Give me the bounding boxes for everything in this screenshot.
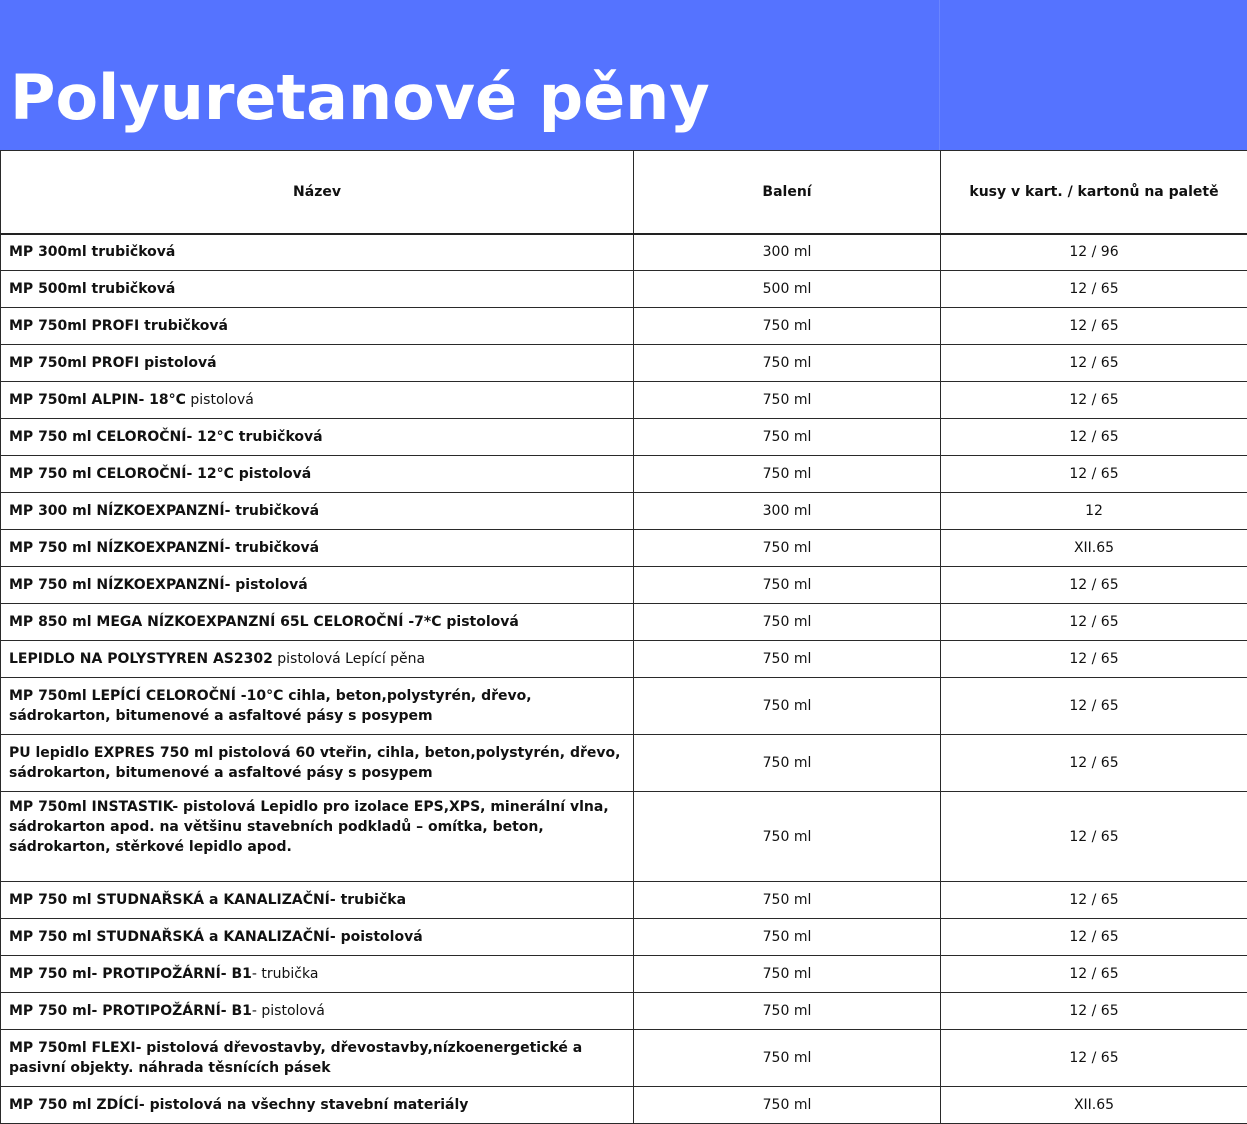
product-name-bold: MP 750ml FLEXI- pistolová dřevostavby, dřevostavby,nízkoenergetické a pasivní objekty. náhrada těsnících pásek bbox=[9, 1040, 582, 1076]
product-name-cell bbox=[1, 1087, 634, 1124]
product-name-cell bbox=[1, 530, 634, 567]
table-row bbox=[1, 792, 1247, 882]
product-name-bold: MP 300ml trubičková bbox=[9, 244, 175, 260]
product-name-bold: MP 750ml INSTASTIK- pistolová Lepidlo pro izolace EPS,XPS, minerální vlna, sádrokarton apod. na většinu stavebních podkladů – omítka, beton, sádrokarton, stěrkové lepidlo apod. bbox=[9, 799, 609, 855]
table-body bbox=[1, 234, 1247, 1124]
quantity-cell: 12 / 65 bbox=[941, 419, 1247, 456]
product-name-bold: MP 750 ml- PROTIPOŽÁRNÍ- B1 bbox=[9, 966, 252, 982]
product-name-bold: MP 750 ml NÍZKOEXPANZNÍ- trubičková bbox=[9, 540, 319, 556]
quantity-cell: 12 / 65 bbox=[941, 882, 1247, 919]
product-name-cell bbox=[1, 678, 634, 735]
table-row bbox=[1, 345, 1247, 382]
table-row bbox=[1, 882, 1247, 919]
product-name-bold: MP 750 ml- PROTIPOŽÁRNÍ- B1 bbox=[9, 1003, 252, 1019]
quantity-cell: 12 / 65 bbox=[941, 792, 1247, 882]
product-name-bold: LEPIDLO NA POLYSTYREN AS2302 bbox=[9, 651, 273, 667]
quantity-cell: 12 / 65 bbox=[941, 641, 1247, 678]
package-cell: 300 ml bbox=[634, 493, 941, 530]
package-cell: 750 ml bbox=[634, 1030, 941, 1087]
package-cell: 750 ml bbox=[634, 419, 941, 456]
table-row bbox=[1, 678, 1247, 735]
product-name-cell bbox=[1, 1030, 634, 1087]
package-cell: 750 ml bbox=[634, 641, 941, 678]
product-name-bold: MP 750 ml NÍZKOEXPANZNÍ- pistolová bbox=[9, 577, 308, 593]
table-row bbox=[1, 1030, 1247, 1087]
table-row bbox=[1, 993, 1247, 1030]
quantity-cell: 12 / 65 bbox=[941, 993, 1247, 1030]
product-name-bold: MP 850 ml MEGA NÍZKOEXPANZNÍ 65L CELOROČNÍ -7*C pistolová bbox=[9, 614, 519, 630]
quantity-cell: 12 / 65 bbox=[941, 678, 1247, 735]
product-name-bold: MP 750 ml STUDNAŘSKÁ a KANALIZAČNÍ- trubička bbox=[9, 892, 406, 908]
table-row bbox=[1, 641, 1247, 678]
product-name-bold: MP 750ml PROFI trubičková bbox=[9, 318, 228, 334]
package-cell: 750 ml bbox=[634, 308, 941, 345]
quantity-cell: 12 / 65 bbox=[941, 271, 1247, 308]
package-cell: 750 ml bbox=[634, 678, 941, 735]
quantity-cell: XII.65 bbox=[941, 1087, 1247, 1124]
quantity-cell: 12 / 65 bbox=[941, 567, 1247, 604]
table-row bbox=[1, 308, 1247, 345]
table-row bbox=[1, 919, 1247, 956]
table-row bbox=[1, 530, 1247, 567]
product-name-cell bbox=[1, 641, 634, 678]
product-name-cell bbox=[1, 993, 634, 1030]
package-cell: 750 ml bbox=[634, 567, 941, 604]
product-name-bold: MP 500ml trubičková bbox=[9, 281, 175, 297]
quantity-cell: 12 / 96 bbox=[941, 234, 1247, 271]
package-cell: 750 ml bbox=[634, 382, 941, 419]
quantity-cell: 12 / 65 bbox=[941, 919, 1247, 956]
banner-divider bbox=[939, 0, 940, 150]
package-cell: 750 ml bbox=[634, 993, 941, 1030]
quantity-cell: 12 / 65 bbox=[941, 382, 1247, 419]
package-cell: 750 ml bbox=[634, 792, 941, 882]
package-cell: 750 ml bbox=[634, 919, 941, 956]
product-name-bold: MP 750 ml ZDÍCÍ- pistolová na všechny stavební materiály bbox=[9, 1097, 468, 1113]
product-name-cell bbox=[1, 234, 634, 271]
header-name: Název bbox=[1, 151, 634, 234]
table-row bbox=[1, 382, 1247, 419]
table-row bbox=[1, 567, 1247, 604]
header-quantity: kusy v kart. / kartonů na paletě bbox=[941, 151, 1247, 234]
product-name-bold: MP 750ml ALPIN- 18°C bbox=[9, 392, 186, 408]
quantity-cell: 12 / 65 bbox=[941, 735, 1247, 792]
package-cell: 500 ml bbox=[634, 271, 941, 308]
product-name-bold: MP 750 ml CELOROČNÍ- 12°C pistolová bbox=[9, 466, 311, 482]
quantity-cell: 12 / 65 bbox=[941, 308, 1247, 345]
product-name-suffix: pistolová Lepící pěna bbox=[273, 651, 425, 667]
table-header-row bbox=[1, 151, 1247, 234]
header-package: Balení bbox=[634, 151, 941, 234]
quantity-cell: 12 / 65 bbox=[941, 345, 1247, 382]
package-cell: 750 ml bbox=[634, 345, 941, 382]
table-row bbox=[1, 234, 1247, 271]
product-name-cell bbox=[1, 271, 634, 308]
quantity-cell: 12 / 65 bbox=[941, 956, 1247, 993]
title-banner bbox=[0, 0, 1247, 150]
product-name-cell bbox=[1, 604, 634, 641]
quantity-cell: 12 bbox=[941, 493, 1247, 530]
product-name-suffix: - pistolová bbox=[252, 1003, 325, 1019]
product-name-cell bbox=[1, 919, 634, 956]
product-name-cell bbox=[1, 345, 634, 382]
product-table bbox=[0, 150, 1247, 1124]
package-cell: 750 ml bbox=[634, 604, 941, 641]
page-title: Polyuretanové pěny bbox=[10, 58, 710, 138]
product-name-cell bbox=[1, 567, 634, 604]
package-cell: 750 ml bbox=[634, 530, 941, 567]
product-name-bold: MP 750 ml STUDNAŘSKÁ a KANALIZAČNÍ- poistolová bbox=[9, 929, 423, 945]
quantity-cell: XII.65 bbox=[941, 530, 1247, 567]
table-row bbox=[1, 271, 1247, 308]
table-row bbox=[1, 456, 1247, 493]
product-name-cell bbox=[1, 308, 634, 345]
quantity-cell: 12 / 65 bbox=[941, 1030, 1247, 1087]
product-name-bold: MP 300 ml NÍZKOEXPANZNÍ- trubičková bbox=[9, 503, 319, 519]
package-cell: 750 ml bbox=[634, 456, 941, 493]
package-cell: 750 ml bbox=[634, 1087, 941, 1124]
product-name-bold: MP 750ml PROFI pistolová bbox=[9, 355, 217, 371]
table-row bbox=[1, 419, 1247, 456]
table-row bbox=[1, 493, 1247, 530]
table-row bbox=[1, 604, 1247, 641]
product-name-cell bbox=[1, 792, 634, 882]
product-name-cell bbox=[1, 735, 634, 792]
table-row bbox=[1, 735, 1247, 792]
quantity-cell: 12 / 65 bbox=[941, 456, 1247, 493]
product-name-cell bbox=[1, 882, 634, 919]
quantity-cell: 12 / 65 bbox=[941, 604, 1247, 641]
product-name-suffix: pistolová bbox=[186, 392, 254, 408]
product-name-cell bbox=[1, 493, 634, 530]
product-name-bold: MP 750 ml CELOROČNÍ- 12°C trubičková bbox=[9, 429, 323, 445]
product-name-cell bbox=[1, 456, 634, 493]
package-cell: 750 ml bbox=[634, 956, 941, 993]
table-row bbox=[1, 956, 1247, 993]
product-name-cell bbox=[1, 956, 634, 993]
package-cell: 750 ml bbox=[634, 735, 941, 792]
product-name-cell bbox=[1, 382, 634, 419]
product-name-cell bbox=[1, 419, 634, 456]
product-name-bold: PU lepidlo EXPRES 750 ml pistolová 60 vteřin, cihla, beton,polystyrén, dřevo, sádrokarton, bitumenové a asfaltové pásy s posypem bbox=[9, 745, 620, 781]
table-row bbox=[1, 1087, 1247, 1124]
product-name-bold: MP 750ml LEPÍCÍ CELOROČNÍ -10°C cihla, beton,polystyrén, dřevo, sádrokarton, bitumenové a asfaltové pásy s posypem bbox=[9, 688, 532, 724]
product-name-suffix: - trubička bbox=[252, 966, 319, 982]
package-cell: 300 ml bbox=[634, 234, 941, 271]
package-cell: 750 ml bbox=[634, 882, 941, 919]
